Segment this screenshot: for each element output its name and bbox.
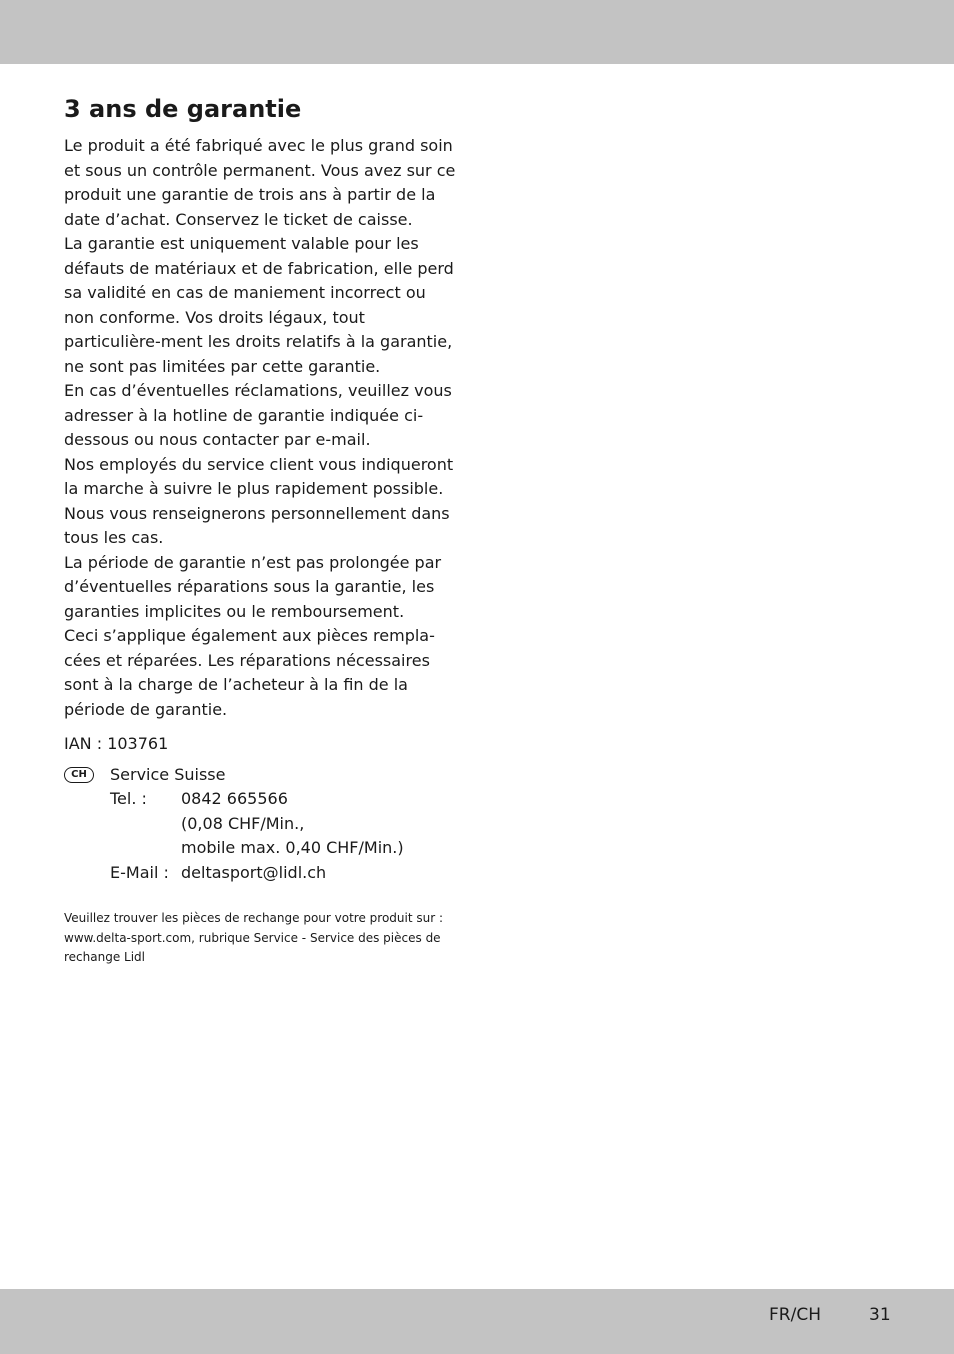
rate-line-1: (0,08 CHF/Min., (181, 813, 305, 833)
rate-row (110, 812, 456, 837)
paragraph: La période de garantie n’est pas prolongée par d’éventuelles réparations sous la garantie, les garanties implicites ou le remboursement. (64, 552, 442, 621)
paragraph: Ceci s’applique également aux pièces rempla-cées et réparées. Les réparations nécessaires sont à la charge de l’acheteur à la fin de la période de garantie. (64, 626, 435, 719)
email-label: E-Mail : (110, 862, 169, 882)
tel-row (110, 787, 456, 812)
service-block (64, 763, 456, 886)
paragraph: Le produit a été fabriqué avec le plus grand soin et sous un contrôle permanent. Vous avez sur ce produit une garantie de trois ans à partir de la date d’achat. Conservez le ticket de caisse. (64, 136, 456, 229)
paragraph: En cas d’éventuelles réclamations, veuillez vous adresser à la hotline de garantie indiquée ci-dessous ou nous contacter par e-mail. (64, 381, 452, 449)
paragraph: La garantie est uniquement valable pour les défauts de matériaux et de fabrication, elle perd sa validité en cas de maniement incorrect ou non conforme. Vos droits légaux, tout particulière-ment les droits relatifs à la garantie, ne sont pas limitées par cette garantie. (64, 234, 454, 376)
page-title: 3 ans de garantie (64, 95, 302, 123)
header-band (0, 0, 954, 64)
spare-parts-note: Veuillez trouver les pièces de rechange pour votre produit sur : www.delta-sport.com, rubrique Service - Service des pièces de rechange Lidl (64, 911, 444, 964)
rate-row (110, 836, 456, 861)
warranty-section (64, 92, 456, 980)
swiss-country-badge-icon: CH (64, 767, 94, 783)
service-name: Service Suisse (110, 764, 226, 784)
email-row (110, 861, 456, 886)
email-value: deltasport@lidl.ch (181, 862, 327, 882)
page-number: 31 (869, 1305, 891, 1325)
ian-number: IAN : 103761 (64, 734, 169, 753)
footer-language: FR/CH (769, 1305, 821, 1325)
paragraph: Nos employés du service client vous indiqueront la marche à suivre le plus rapidement possible. Nous vous renseignerons personnellement dans tous les cas. (64, 454, 454, 547)
tel-number: 0842 665566 (181, 789, 288, 808)
rate-line-2: mobile max. 0,40 CHF/Min.) (181, 838, 404, 857)
tel-label: Tel. : (110, 789, 147, 808)
